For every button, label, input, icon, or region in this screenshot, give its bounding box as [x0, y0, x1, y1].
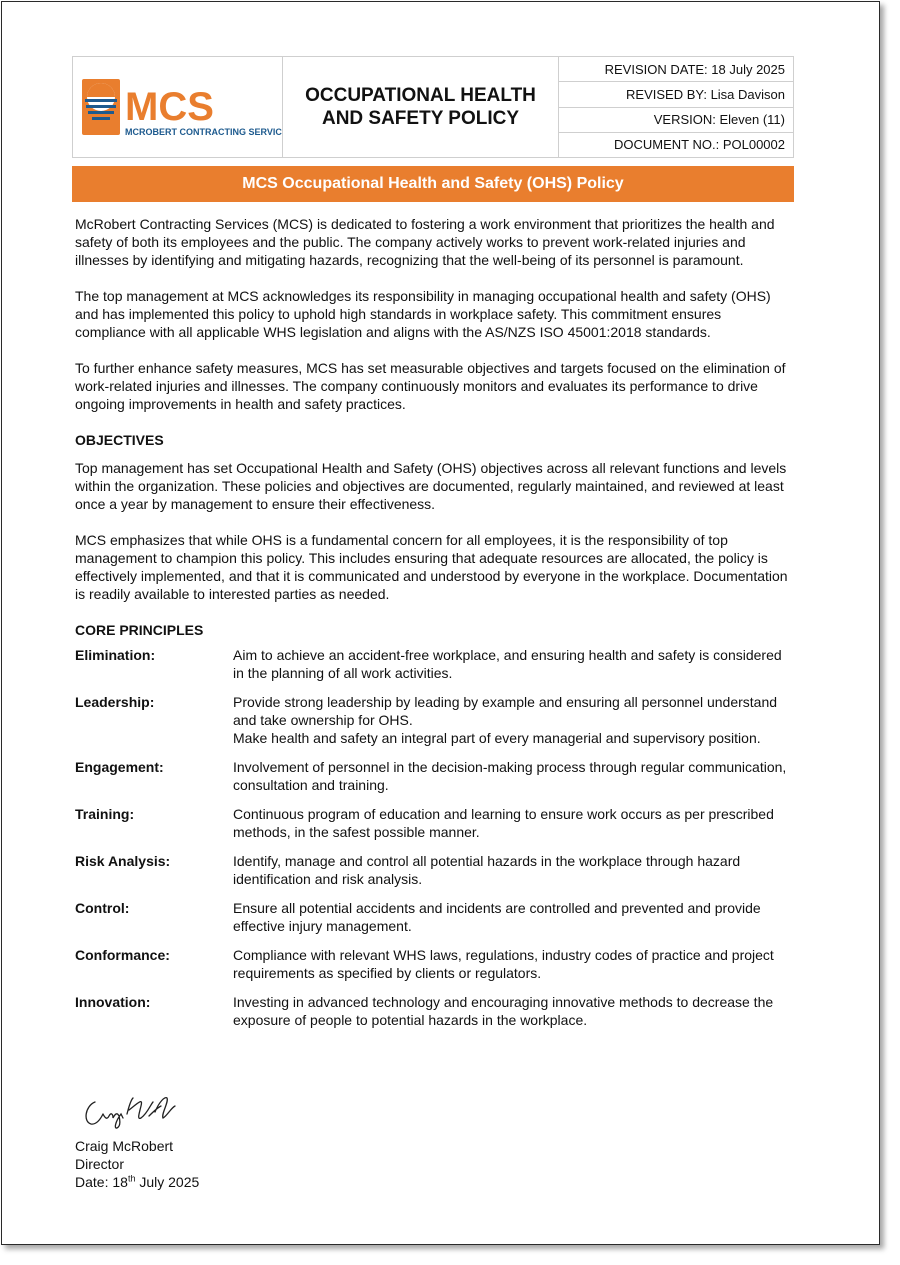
- date-suffix-sup: th: [127, 1173, 136, 1184]
- intro-section: [72, 215, 794, 413]
- principle-text: Compliance with relevant WHS laws, regulations, industry codes of practice and project requirements as specified by clients or regulators.: [233, 947, 774, 981]
- principle-term: Risk Analysis:: [75, 853, 171, 869]
- principle-description: [233, 899, 794, 935]
- title-line-2: AND SAFETY POLICY: [321, 108, 520, 129]
- document-content: [72, 56, 794, 1040]
- principle-text: Identify, manage and control all potential hazards in the workplace through hazard identification and risk analysis.: [233, 853, 741, 887]
- principle-control: [75, 899, 794, 935]
- principle-text: Make health and safety an integral part of every managerial and supervisory position.: [233, 730, 761, 746]
- intro-paragraph: The top management at MCS acknowledges its responsibility in managing occupational health and safety (OHS) and has implemented this policy to uphold high standards in workplace safety. This commitment ensures compliance with all applicable WHS legislation and aligns with the AS/NZS ISO 45001:2018 standards.: [75, 288, 771, 340]
- objectives-paragraph: MCS emphasizes that while OHS is a fundamental concern for all employees, it is the responsibility of top management to champion this policy. This includes ensuring that adequate resources are allocated, the policy is effectively implemented, and that it is communicated and understood by everyone in the workplace. Documentation is readily available to interested parties as needed.: [75, 532, 788, 602]
- principle-term: Conformance:: [75, 947, 170, 963]
- signature-date: [75, 1173, 199, 1191]
- principle-term: Leadership:: [75, 694, 155, 710]
- revised-by: REVISED BY: Lisa Davison: [559, 82, 793, 107]
- title-line-1: OCCUPATIONAL HEALTH: [305, 85, 536, 106]
- document-page: [1, 1, 880, 1245]
- logo-subtext: MCROBERT CONTRACTING SERVICES: [125, 127, 282, 137]
- principle-description: [233, 646, 794, 682]
- title-cell: [283, 57, 559, 157]
- principle-text: Investing in advanced technology and encouraging innovative methods to decrease the exposure of people to potential hazards in the workplace.: [233, 994, 774, 1028]
- principle-text: Continuous program of education and learning to ensure work occurs as per prescribed methods, in the safest possible manner.: [233, 806, 774, 840]
- principle-description: [233, 805, 794, 841]
- principle-description: [233, 993, 794, 1029]
- signatory-role: Director: [75, 1156, 125, 1172]
- core-principles-heading: CORE PRINCIPLES: [75, 622, 204, 638]
- principle-engagement: [75, 758, 794, 794]
- document-header: [72, 56, 794, 158]
- intro-paragraph: McRobert Contracting Services (MCS) is dedicated to fostering a work environment that prioritizes the health and safety of both its employees and the public. The company actively works to prevent work-related injuries and illnesses by identifying and mitigating hazards, recognizing that the well-being of its personnel is paramount.: [75, 216, 775, 268]
- meta-cell: [559, 57, 793, 157]
- date-prefix: Date: 18: [75, 1174, 128, 1190]
- date-suffix: July 2025: [135, 1174, 200, 1190]
- principle-risk-analysis: [75, 852, 794, 888]
- revision-date: REVISION DATE: 18 July 2025: [559, 57, 793, 82]
- signature-block: [75, 1092, 199, 1191]
- principle-term: Engagement:: [75, 759, 164, 775]
- handwritten-signature: [81, 1092, 191, 1132]
- objectives-heading: OBJECTIVES: [75, 432, 164, 448]
- principle-description: [233, 946, 794, 982]
- principle-term: Elimination:: [75, 647, 156, 663]
- objectives-paragraph: Top management has set Occupational Health and Safety (OHS) objectives across all relevant functions and levels within the organization. These policies and objectives are documented, regularly maintained, and reviewed at least once a year by management to ensure their effectiveness.: [75, 460, 787, 512]
- principle-elimination: [75, 646, 794, 682]
- principle-text: Ensure all potential accidents and incidents are controlled and prevented and provide effective injury management.: [233, 900, 761, 934]
- logo-text: MCS: [125, 85, 214, 129]
- principle-description: [233, 758, 794, 794]
- principle-term: Training:: [75, 806, 135, 822]
- principle-text: Involvement of personnel in the decision-making process through regular communication, consultation and training.: [233, 759, 787, 793]
- signatory-name: Craig McRobert: [75, 1138, 174, 1154]
- principle-text: Aim to achieve an accident-free workplace, and ensuring health and safety is considered in the planning of all work activities.: [233, 647, 782, 681]
- core-principles-list: [75, 646, 794, 1029]
- principle-training: [75, 805, 794, 841]
- version: VERSION: Eleven (11): [559, 108, 793, 133]
- mcs-logo: [73, 57, 282, 157]
- policy-banner: MCS Occupational Health and Safety (OHS) Policy: [72, 166, 794, 202]
- principle-description: [233, 852, 794, 888]
- principle-description: [233, 693, 794, 747]
- principle-term: Control:: [75, 900, 130, 916]
- principle-conformance: [75, 946, 794, 982]
- principle-innovation: [75, 993, 794, 1029]
- document-number: DOCUMENT NO.: POL00002: [614, 137, 785, 153]
- principle-leadership: [75, 693, 794, 747]
- logo-cell: [73, 57, 283, 157]
- principle-term: Innovation:: [75, 994, 151, 1010]
- intro-paragraph: To further enhance safety measures, MCS has set measurable objectives and targets focused on the elimination of work-related injuries and illnesses. The company continuously monitors and evaluates its performance to drive ongoing improvements in health and safety practices.: [75, 360, 786, 412]
- document-title: [305, 84, 536, 130]
- principle-text: Provide strong leadership by leading by example and ensuring all personnel understand and take ownership for OHS.: [233, 694, 778, 728]
